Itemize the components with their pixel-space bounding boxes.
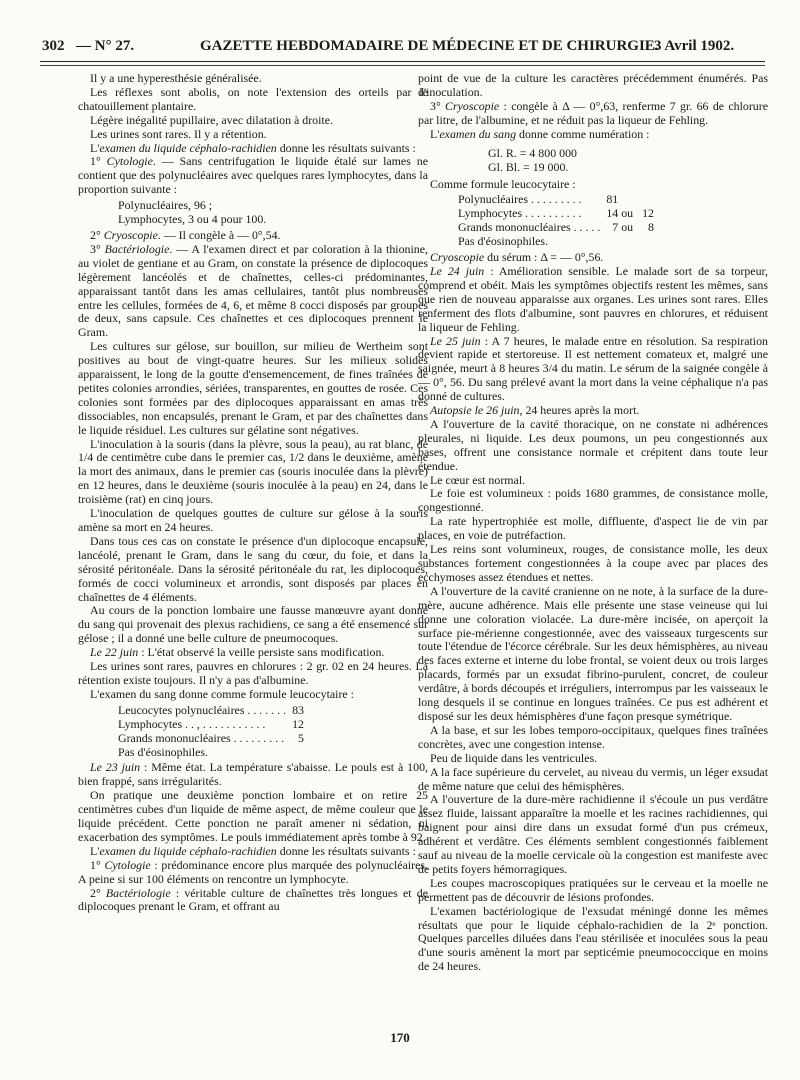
paragraph: Les urines sont rares. Il y a rétention. [90, 126, 267, 141]
paragraph: Le 22 juin : L'état observé la veille persiste sans modification. [90, 645, 385, 660]
paragraph: Les réflexes sont abolis, on note l'extension des orteils par le chatouillement plantaire. [78, 84, 428, 113]
paragraph: A l'ouverture de la dure-mère rachidienne il s'écoule un pus verdâtre assez fluide, laissant apparaître la moelle et les racines rachidiennes, qui baignent pour ainsi dire dans un exsudat formé d'un pus crémeux, adhérent et verdâtre. Ces éléments semblent congestionnés faiblement sauf au niveau de la moelle cervicale où la congestion est manifeste avec de petits foyers hémorragiques. [418, 792, 768, 876]
paragraph: Peu de liquide dans les ventricules. [430, 750, 598, 765]
journal-title: GAZETTE HEBDOMADAIRE DE MÉDECINE ET DE CHIRURGIE. [200, 38, 659, 54]
table-row: Pas d'éosinophiles. [458, 234, 548, 249]
table-row: Grands mononucléaires . . . . . . . . . 5 [118, 730, 304, 745]
table-row: Polynucléaires . . . . . . . . . 81 [458, 192, 619, 207]
page-number: 302 [42, 38, 65, 54]
paragraph: Le 24 juin : Amélioration sensible. Le malade sort de sa torpeur, comprend et obéit. Mais les symptômes objectifs restent les mêmes, sans que rien de nouveau apparaisse aux organes. Les urines sont rares. Elles renferment des flots d'albumine, sont pauvres en chlorures, et réduisent la liqueur de Fehling. [418, 263, 768, 334]
header-rule-thin [40, 65, 765, 66]
paragraph: L'examen du liquide céphalo-rachidien donne les résultats suivants : [90, 843, 416, 858]
paragraph: L'examen du sang donne comme formule leucocytaire : [90, 686, 354, 701]
right-column [418, 72, 768, 1020]
paragraph: Le 25 juin : A 7 heures, le malade entre en résolution. Sa respiration devient rapide et stertoreuse. Il est nettement comateux et, malgré une saignée, meurt à 8 heures 3/4 du matin. Le sérum de la saignée congèle à — 0°, 56. Du sang prélevé avant la mort dans la veine céphalique n'a pas donné de cultures. [418, 333, 768, 404]
paragraph: Les reins sont volumineux, rouges, de consistance molle, les deux substances fortement congestionnées à la coupe avec par places des ecchymoses assez étendues et nettes. [418, 542, 768, 584]
paragraph: Le foie est volumineux : poids 1680 grammes, de consistance molle, congestionné. [418, 486, 768, 515]
table-row: Pas d'éosinophiles. [118, 744, 208, 759]
white-cell-count: Gl. Bl. = 19 000. [488, 159, 569, 174]
issue-date: 3 Avril 1902. [654, 38, 735, 54]
formula-line: Polynucléaires, 96 ; Lymphocytes, 3 ou 4 pour 100. [118, 198, 267, 227]
paragraph: 2° Bactériologie : véritable culture de chaînettes très longues et de diplocoques prenant le Gram, et offrant au [78, 885, 428, 914]
paragraph: L'inoculation à la souris (dans la plèvre, sous la peau), au rat blanc, de 1/4 de centimètre cube dans le premier cas, 1/2 dans le deuxième, amène la mort des animaux, dans le premier cas (souris inoculée dans la plèvre) en 12 heures, dans le deuxième (souris inoculée à la peau) en 24, dans le troisième (rat) en cinq jours. [78, 436, 428, 507]
paragraph: Les coupes macroscopiques pratiquées sur le cerveau et la moelle ne permettent pas de découvrir de lésions profondes. [418, 875, 768, 904]
paragraph: L'examen du liquide céphalo-rachidien donne les résultats suivants : [90, 140, 416, 155]
leucocyte-formula-table [118, 704, 304, 760]
paragraph: L'inoculation de quelques gouttes de culture sur gélose à la souris amène sa mort en 24 heures. [78, 506, 428, 534]
paragraph: Le cœur est normal. [430, 472, 526, 487]
table-row: Lymphocytes . . . . . . . . . . 14 ou 12 [458, 206, 654, 221]
paragraph: La rate hypertrophiée est molle, diffluente, d'aspect lie de vin par places, en voie de putréfaction. [418, 514, 768, 543]
paragraph: point de vue de la culture les caractères précédemment énumérés. Pas d'inoculation. [418, 72, 768, 99]
paragraph: Comme formule leucocytaire : [430, 176, 576, 191]
paragraph: A la base, et sur les lobes temporo-occipitaux, quelques fines traînées concrètes, avec une congestion intense. [418, 722, 768, 751]
table-row: Grands mononucléaires . . . . . 7 ou 8 [458, 220, 654, 235]
paragraph: Dans tous ces cas on constate le présence d'un diplocoque encapsulé, lancéolé, prenant le Gram, dans le sang du cœur, du foie, et dans la sérosité péritonéale. Dans la sérosité péritonéale du rat, les diplocoques, formés de cocci volumineux et arrondis, sont disposés par places en chaînettes de 4 éléments. [78, 533, 428, 604]
paragraph: Les cultures sur gélose, sur bouillon, sur milieu de Wertheim sont positives au bout de vingt-quatre heures. Sur les milieux solides apparaissent, le long de la goutte d'ensemencement, de fines traînées de petites colonies arrondies, sériées, transparentes, en gouttes de rosée. Ces colonies sont formées par des diplocoques apparaissant en amas très dissociables, non encapsulés, prenant le Gram, et par des chaînettes dans le liquide résiduel. Les cultures sur gélatine sont négatives. [78, 339, 428, 437]
leucocyte-formula-table [458, 193, 654, 249]
paragraph: A l'ouverture de la cavité cranienne on ne note, à la surface de la dure-mère, aucune adhérence. Mais elle présente une stase veineuse qui lui donne une coloration violacée. La dure-mère incisée, on aperçoit la surface pie-mérienne congestionnée, avec des vaisseaux turgescents sur toute l'étendue de l'écorce cérébrale. Sur les deux hémisphères, au niveau des faces externe et interne du lobe frontal, se voient deux ou trois larges placards, formés par un exsudat fibrino-purulent, concret, de couleur verdâtre, à bords découpés et irréguliers, interrompus par les vaisseaux le long desquels il se continue en longues traînées. Ce pus est adhérent et disposé sur les deux hémisphères d'une façon presque symétrique. [418, 583, 768, 723]
paragraph: L'examen bactériologique de l'exsudat méningé donne les mêmes résultats que pour le liquide céphalo-rachidien de la 2ᵉ ponction. Quelques parcelles diluées dans l'eau stérilisée et inoculées sous la peau d'une souris amènent la mort par septicémie pneumococcique en moins de 24 heures. [418, 903, 768, 974]
folio-number: 170 [390, 1030, 410, 1045]
paragraph: Au cours de la ponction lombaire une fausse manœuvre ayant donné du sang qui provenait des plexus rachidiens, ce sang a été ensemencé sur gélose ; il a donné une belle culture de pneumocoques. [78, 603, 428, 646]
paragraph: On pratique une deuxième ponction lombaire et on retire 25 centimètres cubes d'un liquide de même aspect, de même couleur que le liquide précédent. Cette ponction ne paraît amener ni sédation, ni exacerbation des symptômes. Le pouls immédiatement après tombe à 92. [78, 788, 428, 844]
paragraph: Autopsie le 26 juin, 24 heures après la mort. [430, 403, 640, 418]
paragraph: A l'ouverture de la cavité thoracique, on ne constate ni adhérences pleurales, ni liquide. Les deux poumons, un peu congestionnés aux bases, offrent une consistance normale et crépitent dans toute leur étendue. [418, 416, 768, 473]
left-column [78, 72, 428, 1020]
paragraph: L'examen du sang donne comme numération : [430, 126, 650, 141]
red-cell-count: Gl. R. = 4 800 000 [488, 145, 577, 160]
running-header [40, 38, 765, 60]
table-row: Leucocytes polynucléaires . . . . . . . 83 [118, 702, 304, 717]
paragraph: 3° Cryoscopie : congèle à Δ — 0°,63, renferme 7 gr. 66 de chlorure par litre, de l'albumine, et ne réduit pas la liqueur de Fehling. [418, 98, 768, 127]
paragraph: Le 23 juin : Même état. La température s'abaisse. Le pouls est à 100, bien frappé, sans irrégularités. [78, 760, 428, 789]
paragraph: 1° Cytologie : prédominance encore plus marquée des polynucléaires. A peine si sur 100 éléments on rencontre un lymphocyte. [78, 857, 428, 886]
issue-number: — N° 27. [76, 38, 135, 54]
paragraph: 2° Cryoscopie. — Il congèle à — 0°,54. [90, 227, 281, 242]
header-rule [40, 61, 765, 62]
paragraph: A la face supérieure du cervelet, au niveau du vermis, un léger exsudat de même nature que celui des hémisphères. [418, 764, 768, 793]
paragraph: Légère inégalité pupillaire, avec dilatation à droite. [90, 112, 333, 127]
blood-count [488, 146, 768, 174]
paragraph: 3° Bactériologie. — A l'examen direct et par coloration à la thionine, au violet de gentiane et au Gram, on constate la présence de diplocoques légèrement lancéolés et de chaînettes, celles-ci prédominantes, apparaissant tantôt dans les amas cellulaires, tantôt plus nombreuses entre les cellules, formées de 4, 6, et même 8 cocci disposés par groupes de deux, sans capsule. Ces chaînettes et ces diplocoques prennent le Gram. [78, 241, 428, 340]
paragraph: Cryoscopie du sérum : Δ = — 0°,56. [430, 250, 604, 265]
paragraph: Il y a une hyperesthésie généralisée. [90, 72, 262, 85]
paragraph: Les urines sont rares, pauvres en chlorures : 2 gr. 02 en 24 heures. La rétention existe toujours. Il n'y a pas d'albumine. [78, 659, 428, 687]
table-row: Lymphocytes . . , . . . . . . . . . . . 12 [118, 716, 304, 731]
paragraph: 1° Cytologie. — Sans centrifugation le liquide étalé sur lames ne contient que des polynucléaires avec quelques rares lymphocytes, dans la proportion suivante : [78, 154, 428, 197]
